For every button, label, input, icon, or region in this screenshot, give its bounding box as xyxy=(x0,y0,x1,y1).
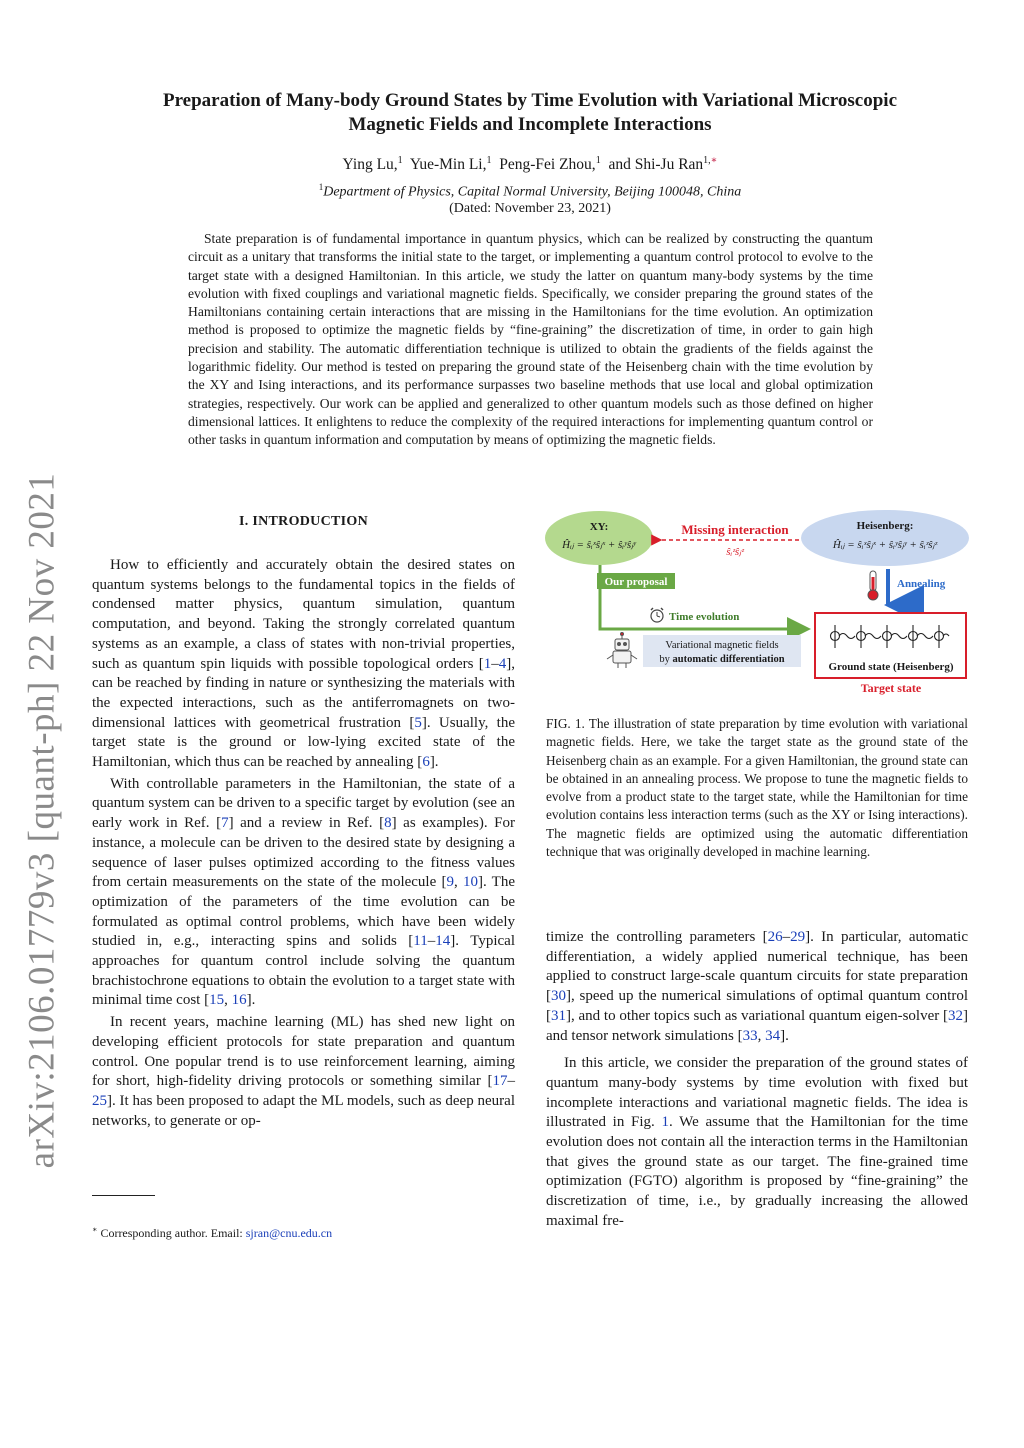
arxiv-id-text: arXiv:2106.01779v3 [quant-ph] 22 Nov 2021 xyxy=(21,472,63,1168)
xy-formula: Ĥᵢⱼ = ŝᵢˣŝⱼˣ + ŝᵢʸŝⱼʸ xyxy=(562,539,636,551)
citation-link[interactable]: 11 xyxy=(413,933,428,950)
author-list xyxy=(100,155,960,174)
heisenberg-title: Heisenberg: xyxy=(856,520,914,532)
citation-link[interactable]: 7 xyxy=(221,815,229,832)
paper-title xyxy=(100,89,960,137)
ground-state-label: Ground state (Heisenberg) xyxy=(828,661,954,673)
citation-link[interactable]: 6 xyxy=(422,754,430,771)
xy-title: XY: xyxy=(589,521,609,533)
author-2: Yue-Min Li,$^1$ xyxy=(409,155,492,174)
author-4: and Shi-Ju Ran$^{1,∗}$ xyxy=(608,155,718,174)
missing-interaction-formula: ŝᵢᶻŝⱼᶻ xyxy=(726,546,744,558)
left-paragraph: With controllable parameters in the Hamiltonian, the state of a quantum system can be driven to a specific target by evolution (see an early work in Ref. [7] and a review in Ref. [8] as examples). For instance, a molecule can be driven to the desired state by designing a sequence of laser pulses optimized according to the fitness values from certain measurements on the state of the molecule [9, 10]. The optimization of the parameters of the time evolution can be formulated as optimal control problems, which have been widely studied in, e.g., interacting spins and solids [11–14]. Typical approaches for quantum control include solving the quantum brachistochrone equations to obtain the evolution to a target state with minimal time cost [15, 16]. xyxy=(92,775,515,1009)
right-paragraph: timize the controlling parameters [26–29]. In particular, automatic differentiation, a widely applied numerical technique, has been applied to construct large-scale quantum circuits for state preparation [30], speed up the numerical simulations of optimal quantum control [31], and to other topics such as variational quantum eigen-solver [32] and tensor network simulations [33, 34]. xyxy=(546,929,968,1044)
citation-link[interactable]: 26 xyxy=(767,929,783,945)
missing-interaction-label: Missing interaction xyxy=(681,522,789,537)
right-paragraph: In this article, we consider the preparation of the ground states of quantum many-body systems by time evolution with fixed but incomplete interactions and variational magnetic fields. The idea is illustrated in Fig. 1. We assume that the Hamiltonian for the time evolution does not contain all the interaction terms in the Hamiltonian that gives the ground state as our target. The fine-grained time optimization (FGTO) algorithm is proposed by “fine-graining” the discretization of time, i.e., by gradually increasing the allowed maximal fre- xyxy=(546,1055,969,1229)
citation-link[interactable]: 31 xyxy=(551,1007,566,1024)
variational-line-2: by automatic differentiation xyxy=(659,654,785,665)
footnote: ∗ Corresponding author. Email: sjran@cnu.edu.cn xyxy=(92,1225,333,1240)
variational-line-1: Variational magnetic fields xyxy=(665,640,779,651)
left-column xyxy=(92,556,515,1131)
citation-link[interactable]: 8 xyxy=(384,815,392,832)
time-evolution-label: Time evolution xyxy=(669,611,740,623)
left-paragraph: In recent years, machine learning (ML) has shed new light on developing efficient protocols for state preparation and quantum control. One popular trend is to use reinforcement learning, aiming for short, high-fidelity driving protocols or something similar [17–25]. It has been proposed to adapt the ML models, such as deep neural networks, to generate or op- xyxy=(92,1014,515,1129)
author-1: Ying Lu,$^1$ xyxy=(342,155,403,174)
citation-link[interactable]: 4 xyxy=(498,655,507,672)
citation-link[interactable]: 17 xyxy=(492,1073,508,1090)
annealing-label: Annealing xyxy=(897,578,946,590)
citation-link[interactable]: 1 xyxy=(483,655,492,672)
citation-link[interactable]: 15 xyxy=(209,992,225,1009)
author-3: Peng-Fei Zhou,$^1$ xyxy=(499,155,601,174)
arxiv-side-stamp xyxy=(8,430,76,1210)
robot-icon xyxy=(607,633,637,669)
citation-link[interactable]: 32 xyxy=(948,1007,963,1024)
citation-link[interactable]: 29 xyxy=(790,929,806,945)
citation-link[interactable]: 9 xyxy=(446,874,454,891)
figure-1-diagram xyxy=(545,507,970,697)
corresponding-author-link[interactable]: ∗ xyxy=(710,155,718,166)
citation-link[interactable]: 30 xyxy=(551,988,566,1005)
citation-link[interactable]: 14 xyxy=(435,933,451,950)
citation-link[interactable]: 10 xyxy=(462,874,478,891)
clock-icon xyxy=(651,608,663,622)
citation-link[interactable]: 16 xyxy=(231,992,247,1009)
citation-link[interactable]: 33 xyxy=(742,1027,758,1044)
citation-link[interactable]: 34 xyxy=(765,1027,781,1044)
our-proposal-label: Our proposal xyxy=(604,576,668,588)
left-paragraph: How to efficiently and accurately obtain the desired states on quantum systems belongs to the fundamental topics in the fields of condensed matter physics, quantum simulation, quantum computation, and beyond. Taking the strongly correlated quantum systems as an example, a class of states with non-trivial properties, such as quantum spin liquids with possible topological orders [1–4], can be reached by finding in nature or synthesizing the materials with the expected interactions, such as the antiferromagnets on two-dimensional lattices with geometrical frustration [5]. Usually, the target state is the ground or low-lying excited state of the Hamiltonian, which thus can be reached by annealing [6]. xyxy=(92,557,515,771)
heisenberg-formula: Ĥᵢⱼ = ŝᵢˣŝⱼˣ + ŝᵢʸŝⱼʸ + ŝᵢᶻŝⱼᶻ xyxy=(832,539,938,551)
figure-1-caption: FIG. 1. The illustration of state preparation by time evolution with variational magnetic fields. Here, we take the target state as the ground state of the Heisenberg chain as an example. For a given Hamiltonian, the ground state can be obtained in an annealing process. We propose to tune the magnetic fields to evolve from a product state to the target state, while the Hamiltonian for time evolution contains less interaction terms (such as the XY or Ising interactions). The magnetic fields are optimized using the automatic differentiation technique that was originally developed in machine learning. xyxy=(546,716,968,860)
right-column xyxy=(546,928,968,1232)
email-link[interactable]: sjran@cnu.edu.cn xyxy=(245,1226,333,1240)
section-heading-introduction: I. INTRODUCTION xyxy=(239,514,368,529)
title-line-1: Preparation of Many-body Ground States by Time Evolution with Variational Microscopic xyxy=(162,90,898,111)
target-state-label: Target state xyxy=(860,681,922,695)
footnote-divider xyxy=(92,1195,155,1196)
abstract: State preparation is of fundamental importance in quantum physics, which can be realized by constructing the quantum circuit as a unitary that transforms the initial state to the target, or implementing a quantum control protocol to evolve to the target state with a designed Hamiltonian. In this article, we study the latter on quantum many-body systems by the time evolution with fixed couplings and variational magnetic fields. Specifically, we consider preparing the ground states of the Hamiltonians containing certain interactions that are missing in the Hamiltonians for the time evolution. An optimization method is proposed to optimize the magnetic fields by “fine-graining” the discretization of time, in order to gain high precision and stability. The automatic differentiation technique is utilized to obtain the gradients of the fields against the logarithmic fidelity. Our method is tested on preparing the ground state of the Heisenberg chain with the time evolution by the XY and Ising interactions, and its performance surpasses two baseline methods that use local and global optimization strategies, respectively. Our work can be applied and generalized to other quantum models such as those defined on higher dimensional lattices. It enlightens to reduce the complexity of the required interactions for implementing quantum control or other tasks in quantum information and computation by means of optimizing the magnetic fields. xyxy=(188,231,873,448)
thermometer-icon xyxy=(868,571,878,600)
citation-link[interactable]: 1 xyxy=(661,1114,669,1131)
date-line: (Dated: November 23, 2021) xyxy=(449,201,611,216)
affiliation: $^1$Department of Physics, Capital Normal University, Beijing 100048, China xyxy=(318,182,742,200)
title-line-2: Magnetic Fields and Incomplete Interactions xyxy=(348,114,712,135)
citation-link[interactable]: 25 xyxy=(92,1092,107,1109)
xy-hamiltonian-ellipse xyxy=(545,511,653,565)
citation-link[interactable]: 5 xyxy=(414,714,422,731)
heisenberg-hamiltonian-ellipse xyxy=(801,510,969,566)
